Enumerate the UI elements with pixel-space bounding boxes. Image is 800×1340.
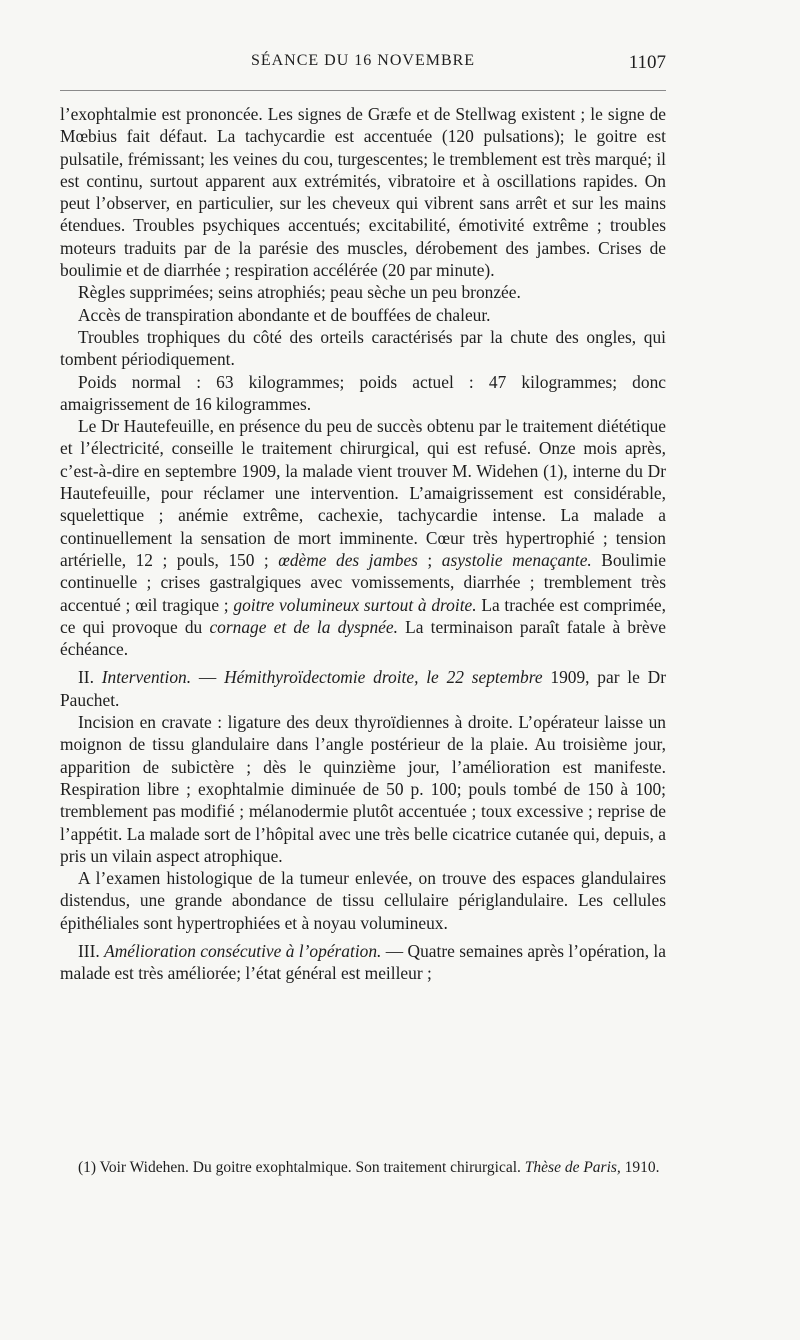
italic-run: œdème des jambes — [278, 549, 418, 570]
text-run: ; — [417, 549, 442, 570]
text-run: La terminaison paraît fatale à brève échéance. — [60, 616, 666, 660]
italic-run: Thèse de Paris, — [524, 1159, 621, 1176]
italic-run: goitre volumineux surtout à droite. — [233, 594, 477, 615]
paragraph: Règles supprimées; seins atrophiés; peau sèche un peu bronzée. — [78, 282, 521, 303]
section-heading-amelioration — [60, 940, 666, 985]
text-run: La trachée est comprimée, ce qui provoque du — [60, 594, 666, 637]
text-run: Boulimie continuelle ; crises gastralgiques avec vomissements, diarrhée ; tremblement très accentué ; œil tragique ; — [60, 549, 666, 615]
paragraph: Poids normal : 63 kilogrammes; poids actuel : 47 kilogrammes; donc amaigrissement de 16 kilogrammes. — [60, 371, 666, 414]
paragraph: Troubles trophiques du côté des orteils caractérisés par la chute des ongles, qui tombent périodiquement. — [60, 326, 666, 370]
footnote — [60, 1158, 666, 1178]
section-title: Intervention. — [101, 667, 192, 688]
section-heading-intervention — [60, 666, 666, 711]
paragraph: Accès de transpiration abondante et de bouffées de chaleur. — [78, 304, 491, 325]
text-run: 1909, par le Dr Pauchet. — [60, 667, 666, 710]
paragraph: Incision en cravate : ligature des deux thyroïdiennes à droite. L’opérateur laisse un moignon de tissu glandulaire dans l’angle postérieur de la plaie. Au troisième jour, apparition de subictère ; dès le quinzième jour, l’amélioration est manifeste. Respiration libre ; exophtalmie diminuée de 50 p. 100; pouls tombé de 150 à 100; tremblement pas modifié ; mélanodermie plutôt accentuée ; toux excessive ; reprise de l’appétit. La malade sort de l’hôpital avec une très belle cicatrice cutanée qui, depuis, a pris un vilain aspect atrophique. — [60, 712, 666, 866]
text-run: — Quatre semaines après l’opération, la malade est très améliorée; l’état général est meilleur ; — [60, 940, 666, 984]
section-subtitle: Hémithyroïdectomie droite, le 22 septembre — [224, 667, 543, 688]
section-number: II. — [78, 667, 94, 688]
paragraph: l’exophtalmie est prononcée. Les signes de Græfe et de Stellwag existent ; le signe de Mœbius fait défaut. La tachycardie est accentuée (120 pulsations); le goitre est pulsatile, frémissant; les veines du cou, turgescentes; le tremblement est très marqué; il est continu, surtout apparent aux extrémités, vibratoire et à oscillations rapides. On peut l’observer, en particulier, sur les cheveux qui vibrent sans arrêt et sur les mains étendues. Troubles psychiques accentués; excitabilité, émotivité extrême ; troubles moteurs traduits par de la parésie des muscles, dérobement des jambes. Crises de boulimie et de diarrhée ; respiration accélérée (20 par minute). — [60, 104, 666, 281]
paragraph: A l’examen histologique de la tumeur enlevée, on trouve des espaces glandulaires distendus, une grande abondance de tissu cellulaire périglandulaire. Les cellules épithéliales sont hypertrophiées et à noyau volumineux. — [60, 868, 666, 933]
body-text — [60, 103, 666, 985]
italic-run: cornage et de la dyspnée. — [209, 616, 398, 637]
text-run: — — [191, 667, 225, 688]
page-header — [60, 52, 666, 78]
section-title: Amélioration consécutive à l’opération. — [104, 940, 382, 961]
italic-run: asystolie menaçante. — [441, 549, 592, 570]
text-run: (1) Voir Widehen. Du goitre exophtalmique. Son traitement chirurgical. — [78, 1159, 525, 1176]
header-rule — [60, 90, 666, 91]
paragraph-hautefeuille — [60, 415, 666, 660]
page-number: 1107 — [628, 52, 666, 73]
text-run: Le Dr Hautefeuille, en présence du peu de succès obtenu par le traitement diététique et l’électricité, conseille le traitement chirurgical, qui est refusé. Onze mois après, c’est-à-dire en septembre 1909, la malade vient trouver M. Widehen (1), interne du Dr Hautefeuille, pour réclamer une intervention. L’amaigrissement est considérable, squelettique ; anémie extrême, cachexie, tachycardie intense. La malade a continuellement la sensation de mort imminente. Cœur très hypertrophié ; tension artérielle, 12 ; pouls, 150 ; — [60, 416, 666, 570]
section-number: III. — [78, 940, 100, 961]
running-title: SÉANCE DU 16 NOVEMBRE — [250, 52, 476, 69]
text-run: 1910. — [620, 1159, 660, 1176]
footnote-text — [60, 1158, 666, 1178]
